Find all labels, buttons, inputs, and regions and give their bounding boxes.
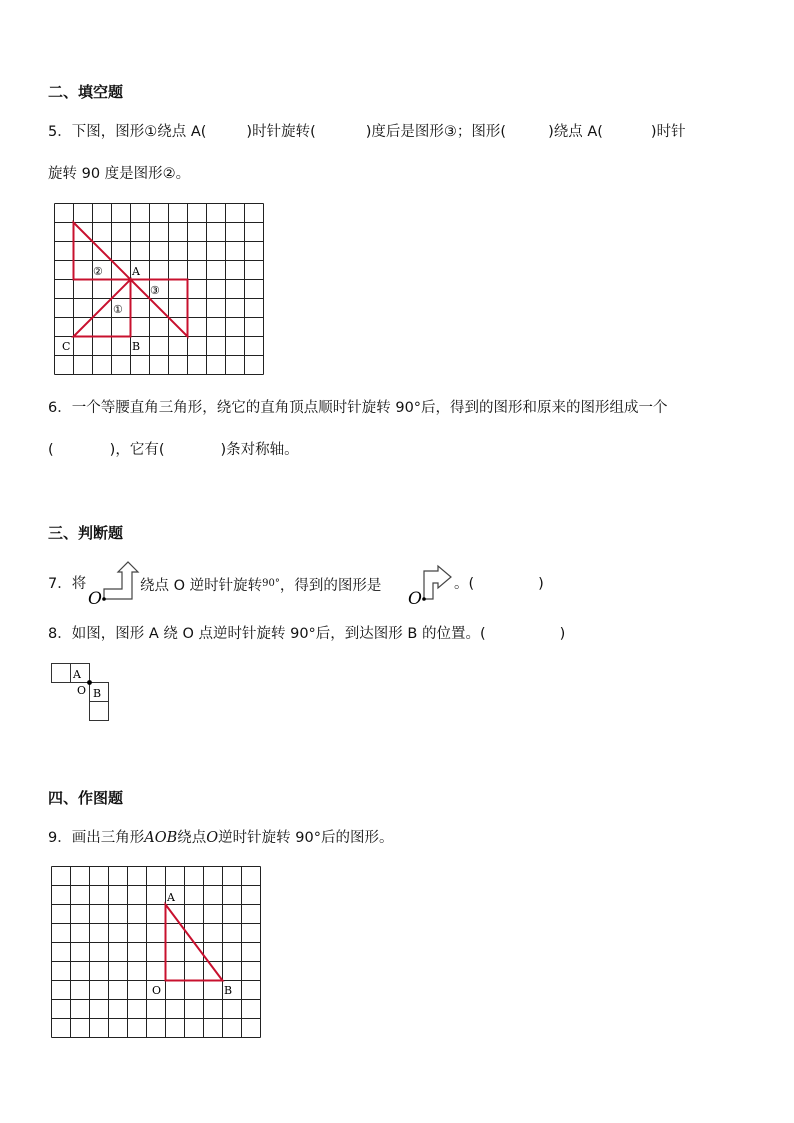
section-heading-fill-blank: 二、填空题 [48, 83, 124, 101]
point-o-dot [87, 680, 92, 685]
shape-3-label: ③ [150, 284, 160, 297]
question-5-line-2: 旋转 90 度是图形②。 [48, 166, 191, 182]
shape-1-label: ① [113, 303, 123, 316]
question-5-line-1 [48, 122, 686, 142]
question-8-figure [51, 663, 111, 723]
question-7-text-part5: ) [538, 576, 544, 592]
question-5-text-part2: )时针旋转( [246, 124, 316, 140]
question-5-number: 5． [48, 124, 72, 140]
question-7-number-and-lead [48, 574, 86, 594]
shape-b-label: B [93, 687, 102, 700]
question-8-text: 如图，图形 A 绕 O 点逆时针旋转 90°后，到达图形 B 的位置。( [71, 626, 486, 642]
shape-a-squares [52, 664, 90, 683]
question-9-text-part1: 画出三角形 [71, 830, 145, 846]
question-7-text-part4: 。( [454, 576, 475, 592]
question-9-number: 9． [48, 830, 72, 846]
question-5-text-part5: )时针 [650, 124, 686, 140]
question-7-number: 7． [48, 576, 72, 592]
question-6-text: 一个等腰直角三角形，绕它的直角顶点顺时针旋转 90°后，得到的图形和原来的图形组成一个 [71, 400, 668, 416]
question-6-bracket-mid: )，它有( [109, 442, 165, 458]
shape-a-label: A [73, 668, 81, 681]
question-8-line [48, 624, 565, 644]
question-7-text-part2: 绕点 O 逆时针旋转 [140, 578, 263, 594]
question-9-triangle-name: AOB [144, 830, 178, 846]
question-9-text-part3: 逆时针旋转 90°后的图形。 [218, 830, 394, 846]
question-6-line-2 [48, 440, 299, 460]
question-7-answer-wrap [454, 574, 544, 594]
rotated-shape-point-o-label: O [408, 589, 422, 609]
triangle-point-b-label: B [224, 984, 233, 997]
arrow-shape-point-o-label: O [88, 589, 102, 609]
rotated-arrow-shape-icon [408, 561, 458, 609]
question-8-close: ) [559, 626, 566, 642]
question-8-number: 8． [48, 626, 72, 642]
question-9-text-part2: 绕点 [177, 830, 207, 846]
question-9-point-name: O [206, 830, 219, 846]
question-9-figure [51, 866, 261, 1038]
section-heading-judge: 三、判断题 [48, 524, 124, 542]
question-6-line-1 [48, 398, 668, 418]
question-6-bracket-open: ( [48, 442, 54, 458]
point-o-label: O [77, 684, 87, 697]
question-5-text-part1: 下图，图形①绕点 A( [71, 124, 207, 140]
triangle-point-a-label: A [167, 891, 175, 904]
point-b-label: B [132, 340, 141, 353]
shape-2-label: ② [93, 265, 103, 278]
original-arrow-shape-icon [88, 560, 140, 609]
question-7-degree: 90° [262, 578, 280, 589]
question-5-figure [54, 203, 264, 375]
point-a-label: A [132, 265, 140, 278]
question-7-text-part2-wrap [140, 574, 381, 596]
question-7-text-part1: 将 [71, 576, 87, 592]
question-5-text-part4: )绕点 A( [548, 124, 603, 140]
question-5-text-part3: )度后是图形③；图形( [365, 124, 507, 140]
question-6-bracket-end: )条对称轴。 [220, 442, 299, 458]
question-6-number: 6． [48, 400, 72, 416]
question-9-line [48, 828, 393, 848]
section-heading-drawing: 四、作图题 [48, 789, 124, 807]
point-c-label: C [62, 340, 71, 353]
triangle-point-o-label: O [152, 984, 162, 997]
question-7-text-part3: ，得到的图形是 [279, 578, 382, 594]
question-9-grid [52, 867, 261, 1038]
